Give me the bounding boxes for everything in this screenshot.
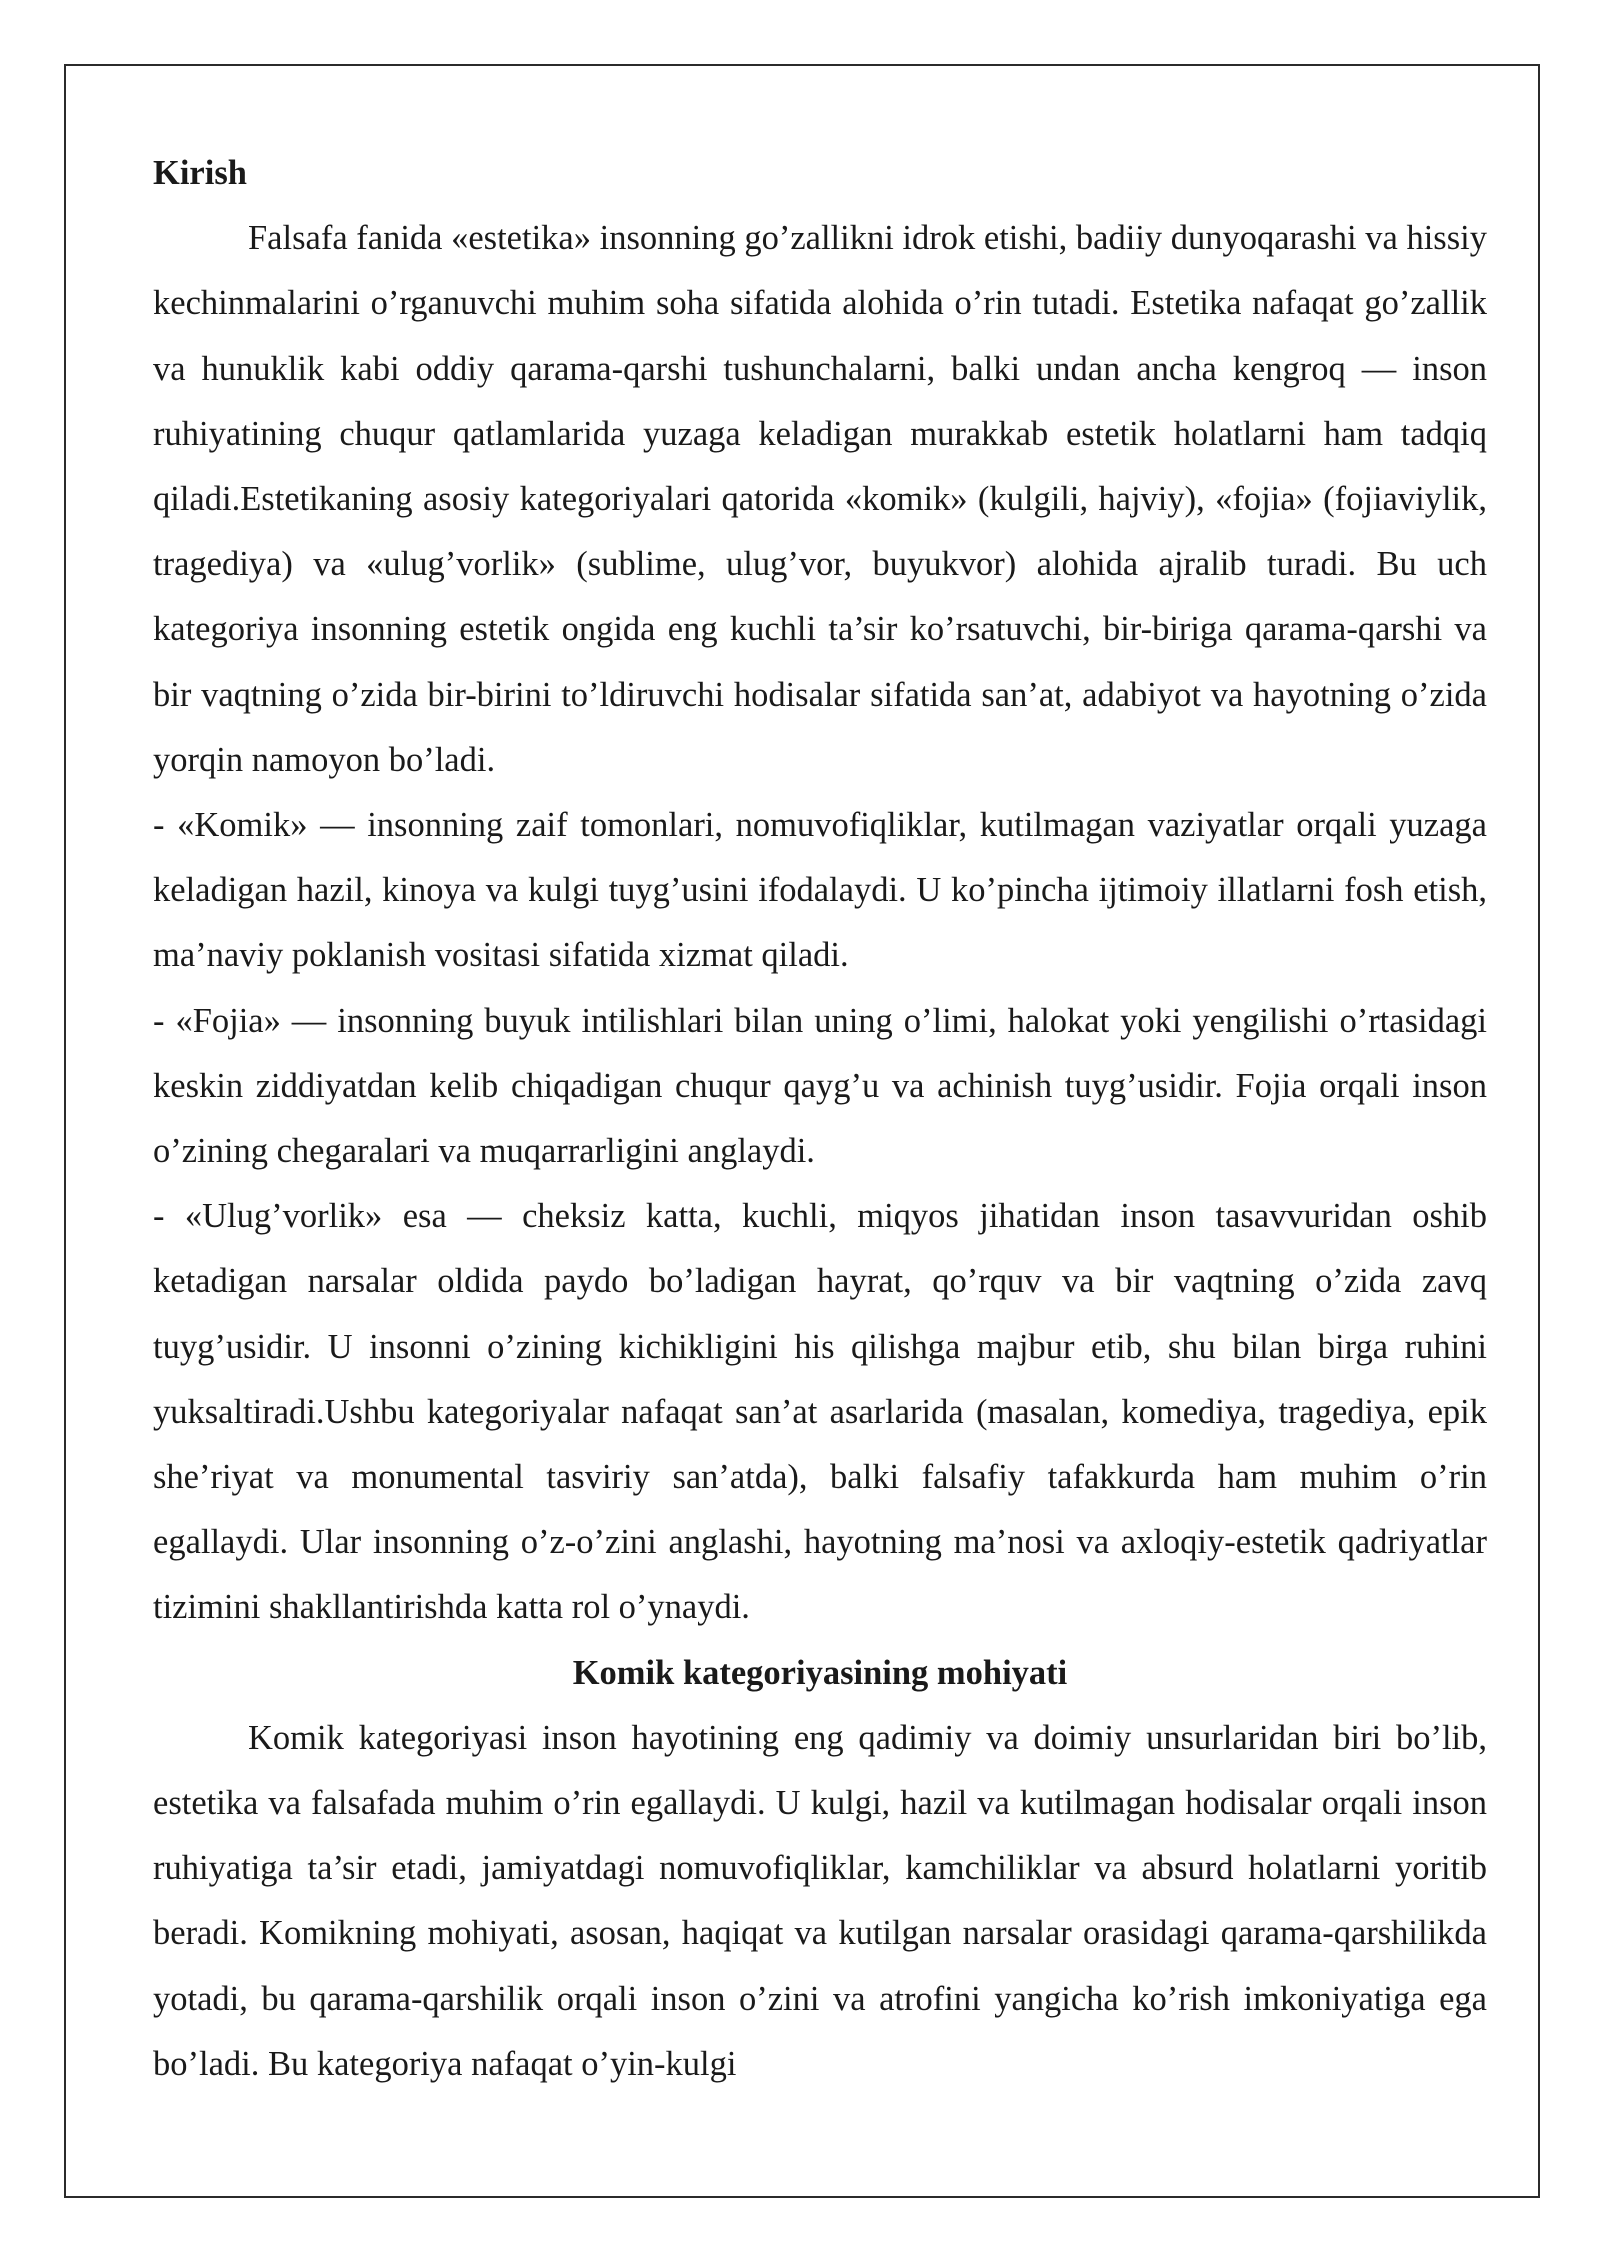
heading-kirish: Kirish — [153, 154, 247, 192]
bullet-ulugvorlik: - «Ulug’vorlik» esa — cheksiz katta, kuchli, miqyos jihatidan inson tasavvuridan oshib ketadigan narsalar oldida paydo bo’ladigan hayrat, qo’rquv va bir vaqtning o’zida zavq tuyg’usidir. U insonni o’zining kichikligini his qilishga majbur etib, shu bilan birga ruhini yuksaltiradi.Ushbu kategoriyalar nafaqat san’at asarlarida (masalan, komediya, tragediya, epik she’riyat va monumental tasviriy san’atda), balki falsafiy tafakkurda ham muhim o’rin egallaydi. Ular insonning o’z-o’zini anglashi, hayotning ma’nosi va axloqiy-estetik qadriyatlar tizimini shakllantirishda katta rol o’ynaydi. — [153, 1197, 1487, 1627]
section-paragraph: Komik kategoriyasi inson hayotining eng qadimiy va doimiy unsurlaridan biri bo’lib, estetika va falsafada muhim o’rin egallaydi. U kulgi, hazil va kutilmagan hodisalar orqali inson ruhiyatiga ta’sir etadi, jamiyatdagi nomuvofiqliklar, kamchiliklar va absurd holatlarni yoritib beradi. Komikning mohiyati, asosan, haqiqat va kutilgan narsalar orasidagi qarama-qarshilikda yotadi, bu qarama-qarshilik orqali inson o’zini va atrofini yangicha ko’rish imkoniyatiga ega bo’ladi. Bu kategoriya nafaqat o’yin-kulgi — [153, 1718, 1487, 2083]
intro-paragraph: Falsafa fanida «estetika» insonning go’zallikni idrok etishi, badiiy dunyoqarashi va hissiy kechinmalarini o’rganuvchi muhim soha sifatida alohida o’rin tutadi. Estetika nafaqat go’zallik va hunuklik kabi oddiy qarama-qarshi tushunchalarni, balki undan ancha kengroq — inson ruhiyatining chuqur qatlamlarida yuzaga keladigan murakkab estetik holatlarni ham tadqiq qiladi.Estetikaning asosiy kategoriyalari qatorida «komik» (kulgili, hajviy), «fojia» (fojiaviylik, tragediya) va «ulug’vorlik» (sublime, ulug’vor, buyukvor) alohida ajralib turadi. Bu uch kategoriya insonning estetik ongida eng kuchli ta’sir ko’rsatuvchi, bir-biriga qarama-qarshi va bir vaqtning o’zida bir-birini to’ldiruvchi hodisalar sifatida san’at, adabiyot va hayotning o’zida yorqin namoyon bo’ladi. — [153, 219, 1487, 779]
bullet-fojia: - «Fojia» — insonning buyuk intilishlari bilan uning o’limi, halokat yoki yengilishi o’rtasidagi keskin ziddiyatdan kelib chiqadigan chuqur qayg’u va achinish tuyg’usidir. Fojia orqali inson o’zining chegaralari va muqarrarligini anglaydi. — [153, 1001, 1487, 1171]
bullet-komik: - «Komik» — insonning zaif tomonlari, nomuvofiqliklar, kutilmagan vaziyatlar orqali yuzaga keladigan hazil, kinoya va kulgi tuyg’usini ifodalaydi. U ko’pincha ijtimoiy illatlarni fosh etish, ma’naviy poklanish vositasi sifatida xizmat qiladi. — [153, 806, 1487, 975]
section-title: Komik kategoriyasining mohiyati — [572, 1653, 1068, 1692]
document-body — [153, 141, 1487, 2097]
